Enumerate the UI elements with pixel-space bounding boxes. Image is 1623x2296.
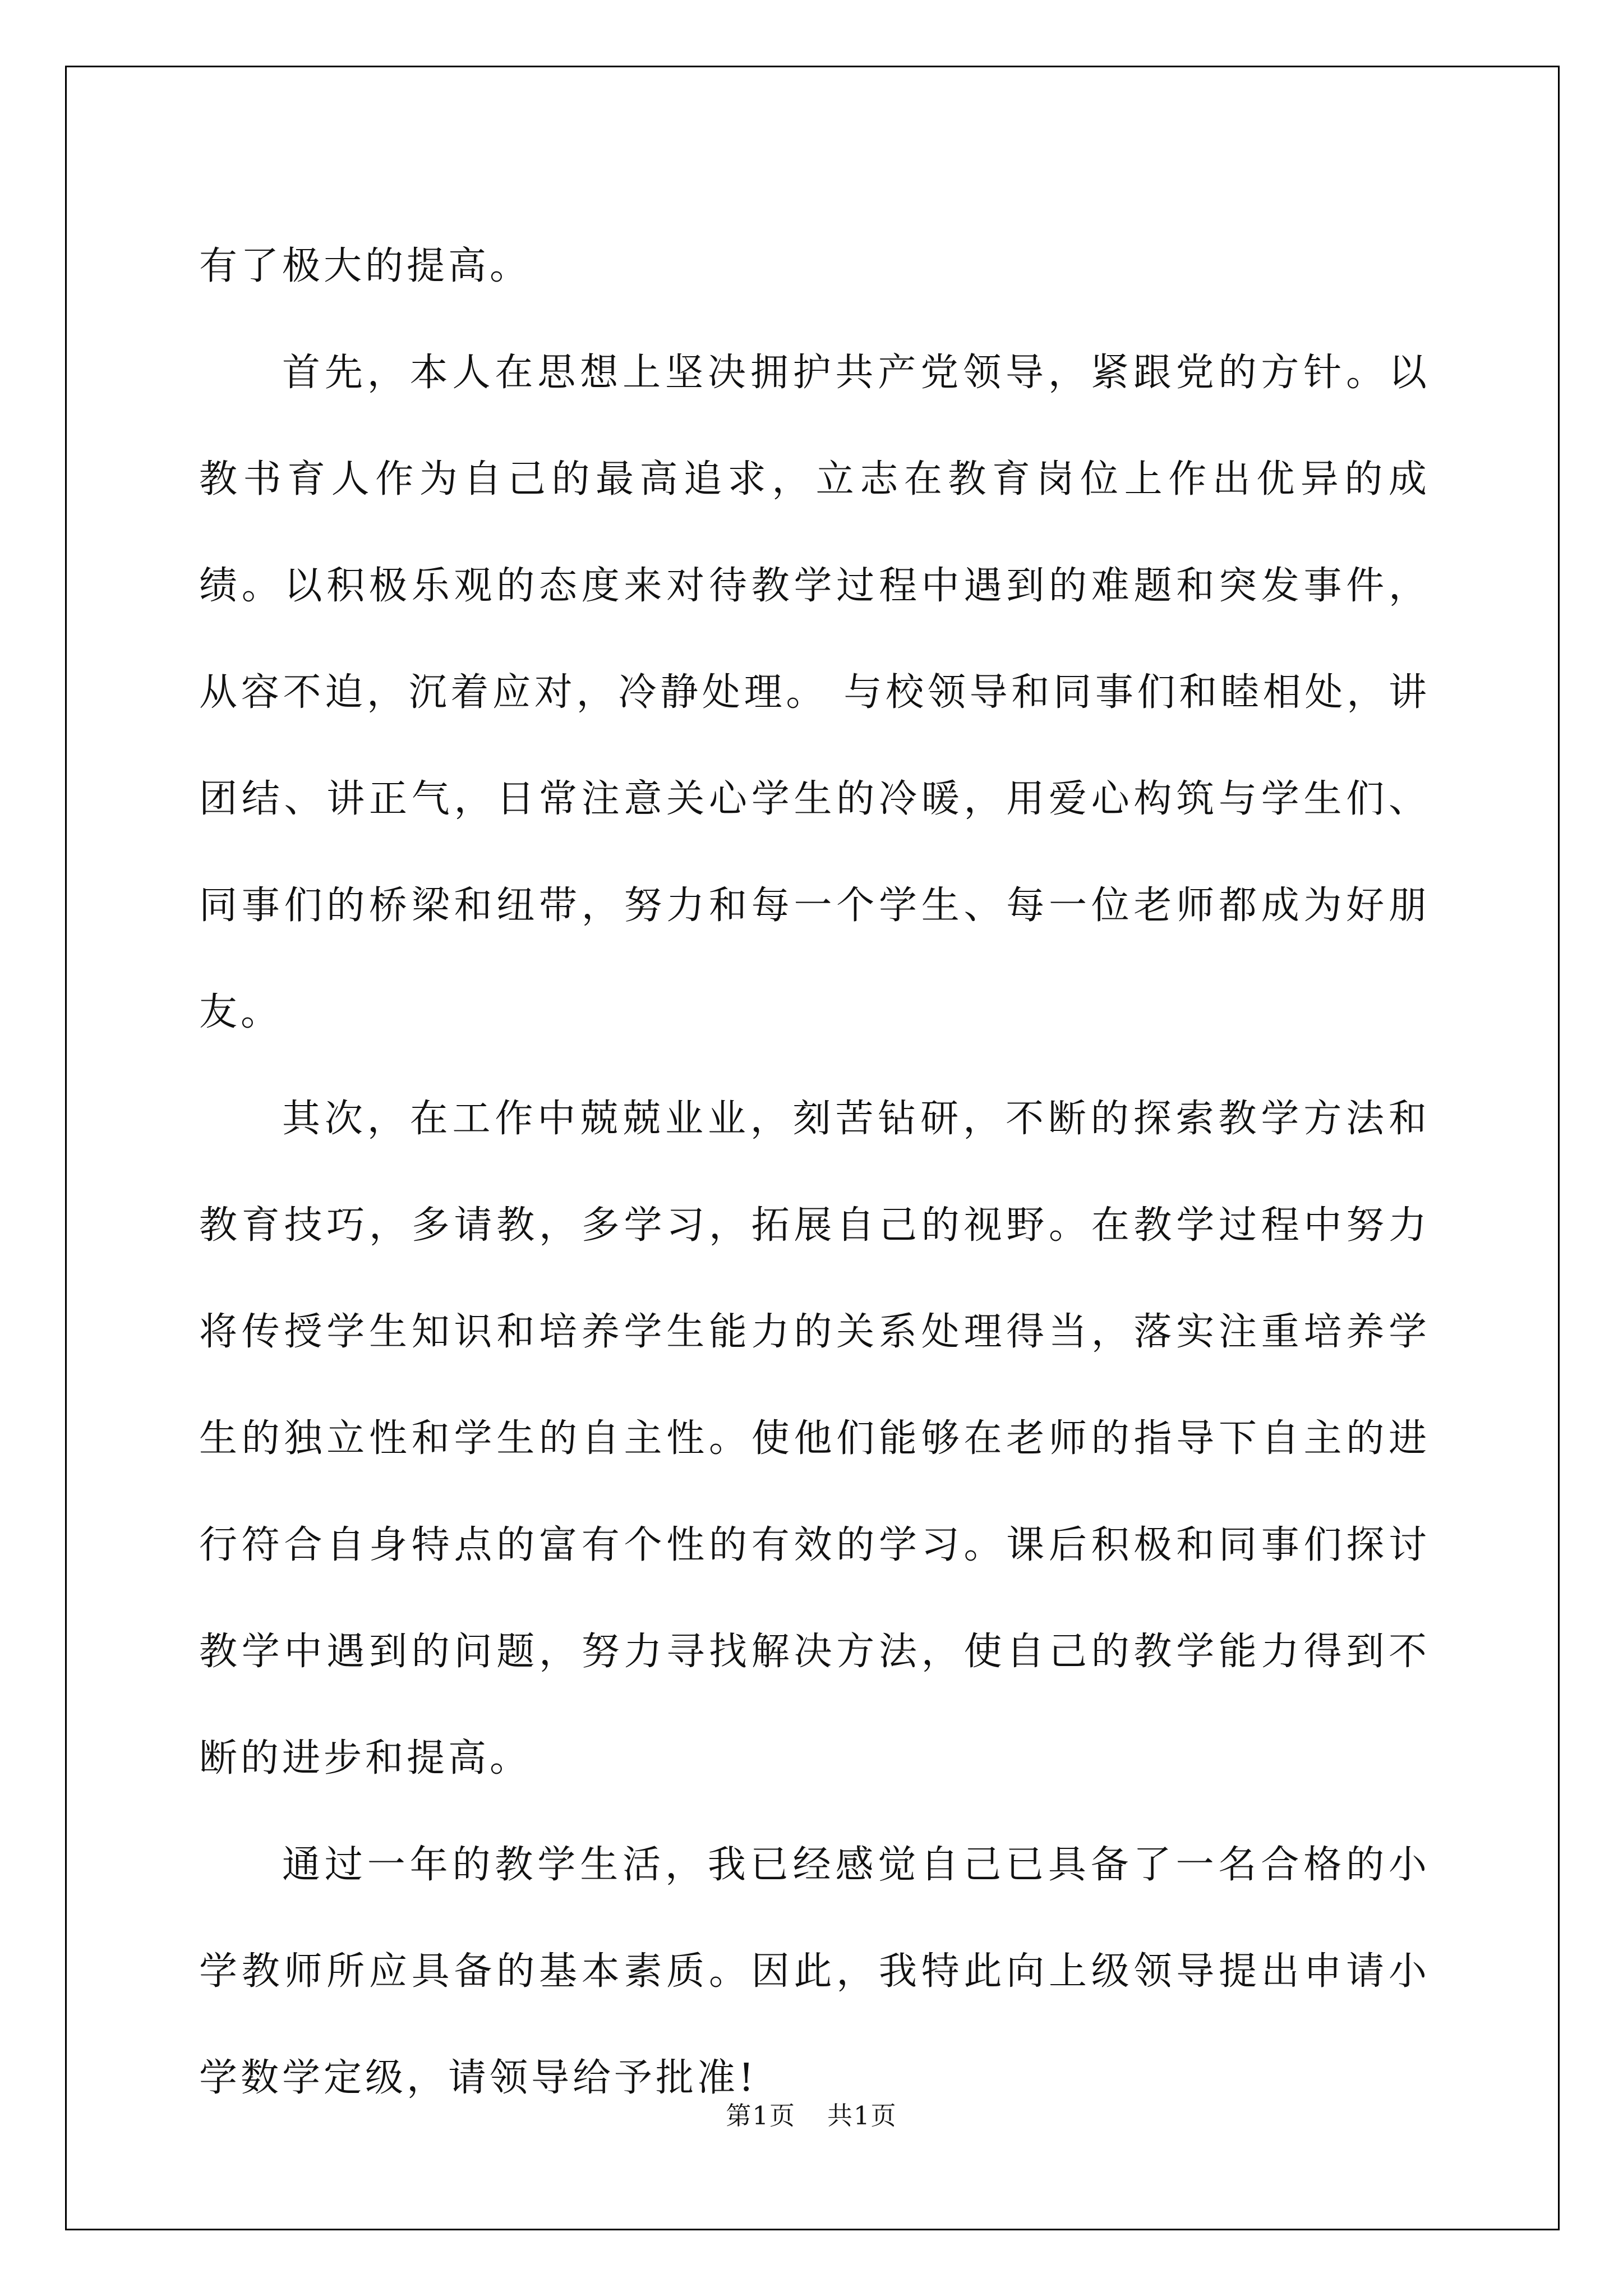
- page-total: 共1页: [827, 2101, 897, 2131]
- page-number: 第1页: [726, 2101, 796, 2131]
- document-body: [199, 213, 1430, 2132]
- page-footer: [0, 2095, 1623, 2132]
- paragraph-4: 通过一年的教学生活，我已经感觉自己已具备了一名合格的小学教师所应具备的基本素质。因此，我特此向上级领导提出申请小学数学定级，请领导给予批准!: [199, 1843, 1430, 2100]
- paragraph-2: 首先，本人在思想上坚决拥护共产党领导，紧跟党的方针。以教书育人作为自己的最高追求，立志在教育岗位上作出优异的成绩。以积极乐观的态度来对待教学过程中遇到的难题和突发事件，从容不迫，沉着应对，冷静处理。 与校领导和同事们和睦相处，讲团结、讲正气，日常注意关心学生的冷暖，用爱心构筑与学生们、同事们的桥梁和纽带，努力和每一个学生、每一位老师都成为好朋友。: [199, 351, 1430, 1034]
- paragraph-3: 其次，在工作中兢兢业业，刻苦钻研，不断的探索教学方法和教育技巧，多请教，多学习，拓展自己的视野。在教学过程中努力将传授学生知识和培养学生能力的关系处理得当，落实注重培养学生的独立性和学生的自主性。使他们能够在老师的指导下自主的进行符合自身特点的富有个性的有效的学习。课后积极和同事们探讨教学中遇到的问题，努力寻找解决方法，使自己的教学能力得到不断的进步和提高。: [199, 1097, 1430, 1780]
- paragraph-1: 有了极大的提高。: [199, 244, 532, 288]
